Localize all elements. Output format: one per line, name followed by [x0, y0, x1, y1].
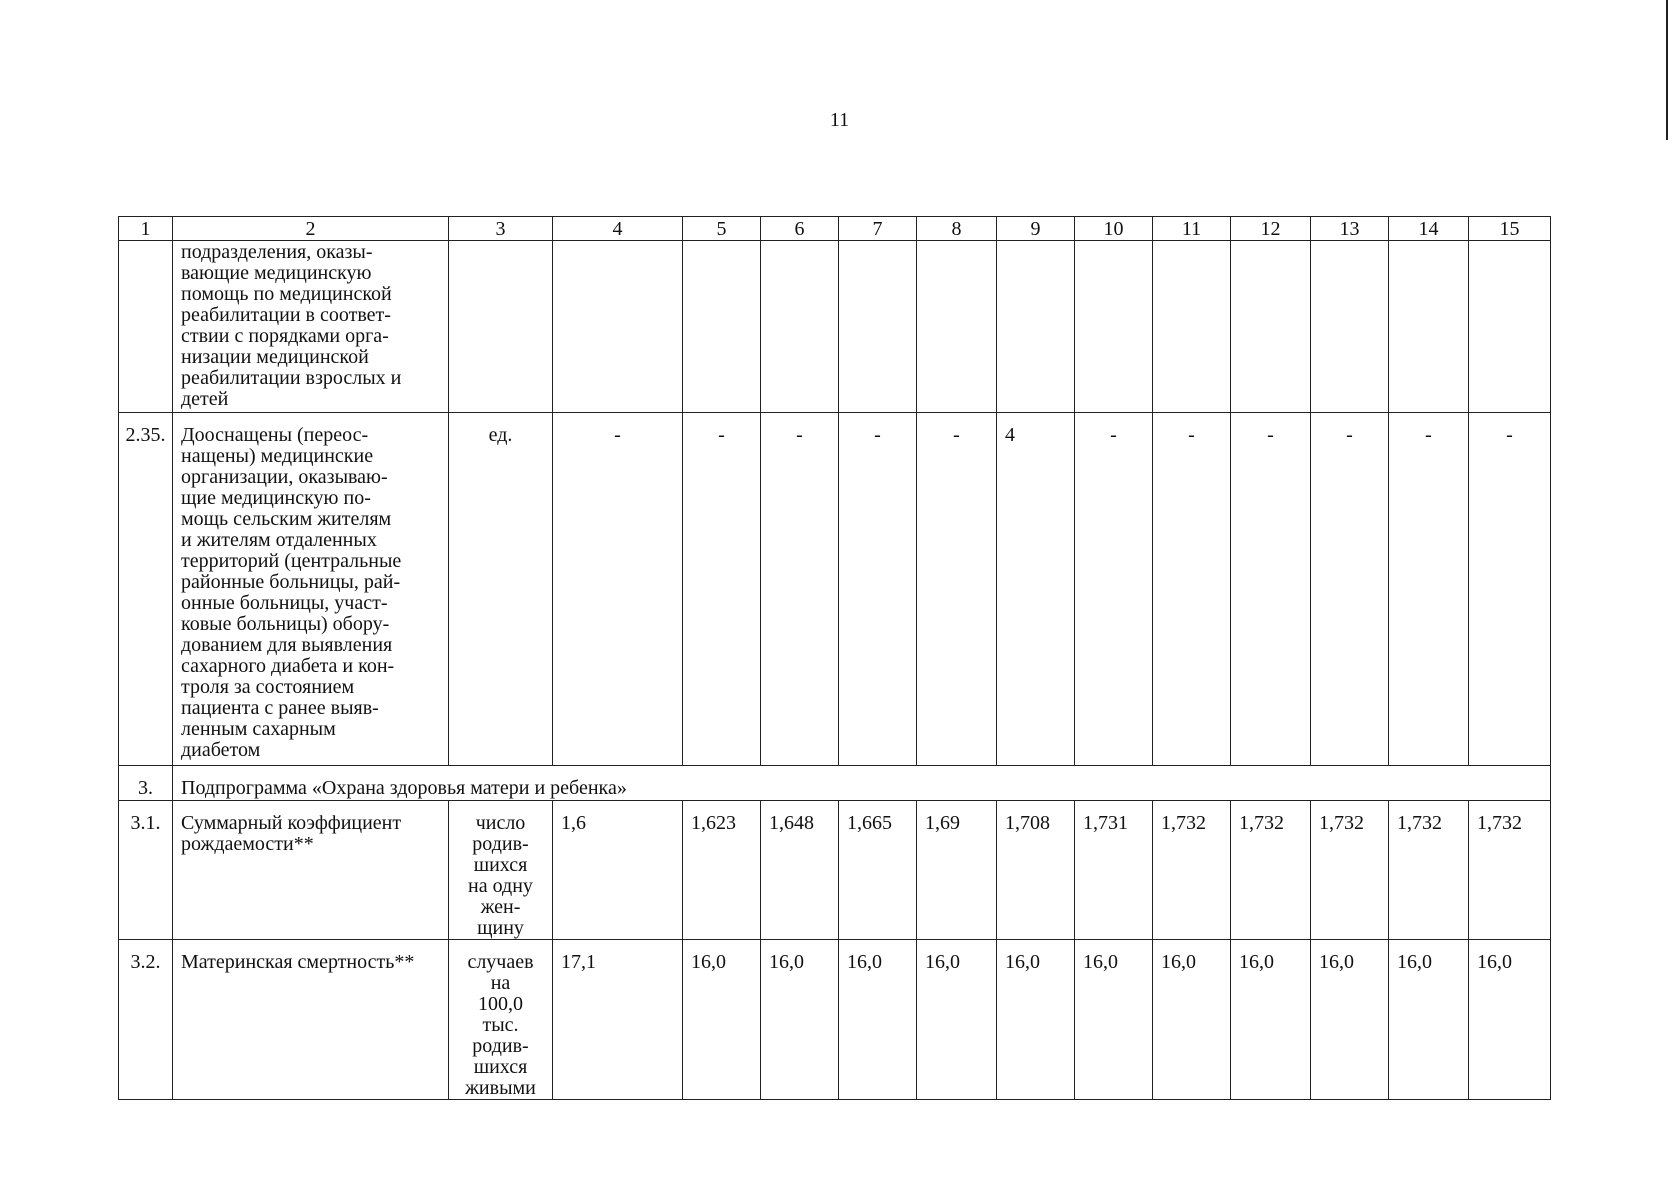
indicator-name-cell: [173, 801, 449, 940]
value-cell: [761, 241, 839, 413]
value-cell: 1,732: [1469, 801, 1551, 940]
table-row: [119, 940, 1551, 1100]
value-cell: 1,623: [683, 801, 761, 940]
header-cell: 4: [553, 217, 683, 241]
indicator-name: Дооснащены (переос- нащены) медицинские организации, оказываю- щие медицинскую по- мощь сельским жителям и жителям отдаленных территорий (центральные районные больницы, рай- онные больницы, участ- ковые больницы) обору- дованием для выявления сахарного диабета и кон- троля за состоянием пациента с ранее выяв- ленным сахарным диабетом: [181, 424, 402, 761]
value-cell: 16,0: [1389, 940, 1469, 1100]
table-row: [119, 801, 1551, 940]
row-number: 3.: [119, 766, 173, 801]
unit-cell: [449, 940, 553, 1100]
value-cell: 1,6: [553, 801, 683, 940]
value-cell: [1469, 241, 1551, 413]
value-cell: 1,732: [1153, 801, 1231, 940]
header-cell: 11: [1153, 217, 1231, 241]
row-number: 3.2.: [119, 940, 173, 1100]
value-cell: [1389, 241, 1469, 413]
indicator-name-cell: [173, 241, 449, 413]
header-cell: 2: [173, 217, 449, 241]
value-cell: 16,0: [839, 940, 917, 1100]
row-number-cell: [119, 241, 173, 413]
unit-cell: [449, 801, 553, 940]
value-cell: -: [917, 413, 997, 766]
header-cell: 1: [119, 217, 173, 241]
indicator-name: подразделения, оказы- вающие медицинскую помощь по медицинской реабилитации в соответ- ствии с порядками орга- низации медицинской реабилитации взрослых и детей: [181, 241, 402, 410]
value-cell: 1,69: [917, 801, 997, 940]
value-cell: 1,732: [1311, 801, 1389, 940]
value-cell: 16,0: [1311, 940, 1389, 1100]
subprogram-title: Подпрограмма «Охрана здоровья матери и ребенка»: [173, 766, 1551, 801]
unit: число родив- шихся на одну жен- щину: [468, 812, 533, 939]
header-cell: 14: [1389, 217, 1469, 241]
value-cell: 1,731: [1075, 801, 1153, 940]
header-cell: 15: [1469, 217, 1551, 241]
value-cell: 16,0: [1469, 940, 1551, 1100]
value-cell: -: [839, 413, 917, 766]
value-cell: [1153, 241, 1231, 413]
value-cell: 1,732: [1389, 801, 1469, 940]
value-cell: [839, 241, 917, 413]
table-row: [119, 413, 1551, 766]
row-number: 3.1.: [119, 801, 173, 940]
value-cell: -: [683, 413, 761, 766]
value-cell: -: [1389, 413, 1469, 766]
value-cell: 16,0: [1075, 940, 1153, 1100]
value-cell: -: [1311, 413, 1389, 766]
value-cell: 1,708: [997, 801, 1075, 940]
unit: случаев на 100,0 тыс. родив- шихся живыми: [465, 951, 536, 1099]
subprogram-row: [119, 766, 1551, 801]
indicator-name-cell: [173, 413, 449, 766]
header-cell: 7: [839, 217, 917, 241]
value-cell: 16,0: [683, 940, 761, 1100]
value-cell: 1,732: [1231, 801, 1311, 940]
value-cell: -: [761, 413, 839, 766]
header-cell: 10: [1075, 217, 1153, 241]
header-cell: 12: [1231, 217, 1311, 241]
value-cell: 16,0: [1153, 940, 1231, 1100]
value-cell: -: [1153, 413, 1231, 766]
indicator-name-cell: [173, 940, 449, 1100]
value-cell: [917, 241, 997, 413]
value-cell: 16,0: [917, 940, 997, 1100]
header-cell: 13: [1311, 217, 1389, 241]
header-cell: 5: [683, 217, 761, 241]
row-number: 2.35.: [119, 413, 173, 766]
header-cell: 9: [997, 217, 1075, 241]
unit: ед.: [449, 413, 553, 766]
value-cell: 16,0: [997, 940, 1075, 1100]
indicator-name: Суммарный коэффициент рождаемости**: [181, 812, 402, 855]
value-cell: -: [1469, 413, 1551, 766]
value-cell: [1231, 241, 1311, 413]
header-cell: 3: [449, 217, 553, 241]
value-cell: [1311, 241, 1389, 413]
continuation-row: [119, 241, 1551, 413]
value-cell: 4: [997, 413, 1075, 766]
value-cell: 1,648: [761, 801, 839, 940]
value-cell: [997, 241, 1075, 413]
value-cell: -: [1231, 413, 1311, 766]
value-cell: 17,1: [553, 940, 683, 1100]
indicators-table: [118, 216, 1551, 1100]
value-cell: [553, 241, 683, 413]
value-cell: -: [553, 413, 683, 766]
value-cell: 16,0: [1231, 940, 1311, 1100]
unit-cell: [449, 241, 553, 413]
value-cell: [1075, 241, 1153, 413]
indicator-name: Материнская смертность**: [181, 951, 415, 973]
header-cell: 8: [917, 217, 997, 241]
value-cell: -: [1075, 413, 1153, 766]
header-row: [119, 217, 1551, 241]
header-cell: 6: [761, 217, 839, 241]
value-cell: [683, 241, 761, 413]
scan-edge-line: [1666, 0, 1668, 140]
value-cell: 16,0: [761, 940, 839, 1100]
page-number: 11: [829, 109, 850, 131]
value-cell: 1,665: [839, 801, 917, 940]
